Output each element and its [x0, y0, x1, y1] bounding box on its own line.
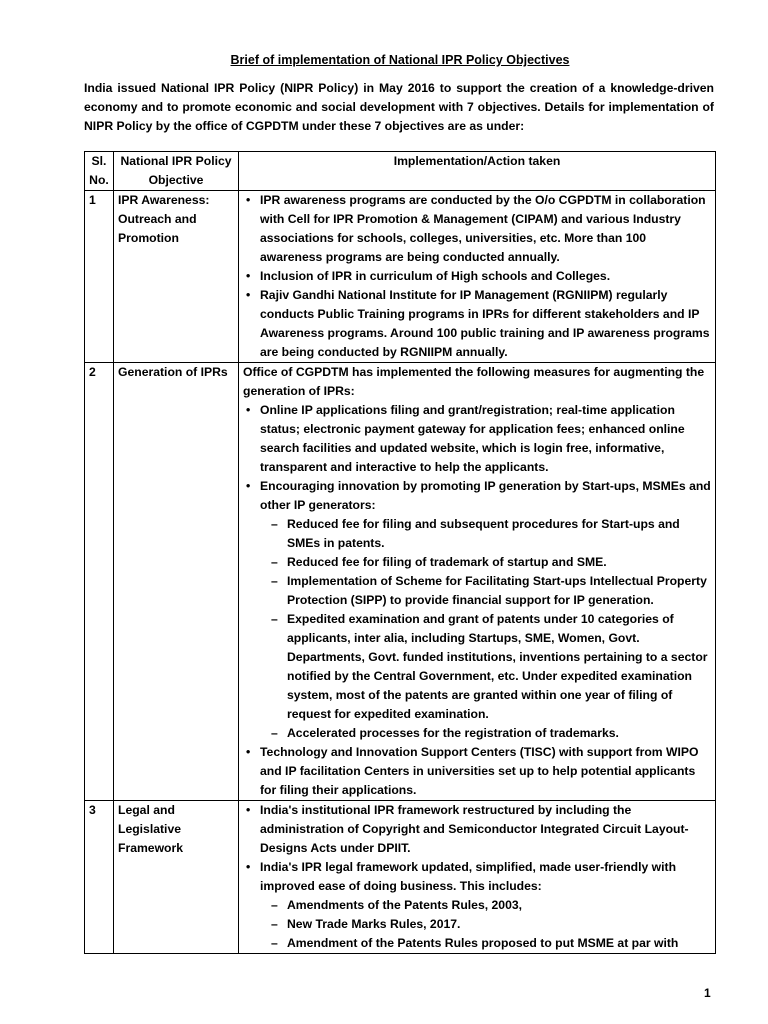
bullet-item: • India's institutional IPR framework restructured by including the administration of Copyright and Semiconductor Integrated Circuit Layout-Designs Acts under DPIIT. — [260, 801, 711, 858]
row-objective: IPR Awareness: Outreach and Promotion — [114, 191, 239, 363]
bullet-text: India's IPR legal framework updated, simplified, made user-friendly with improved ease of doing business. This includes: — [260, 860, 677, 893]
row-actions — [239, 363, 716, 801]
row-objective: Legal and Legislative Framework — [114, 801, 239, 954]
bullet-item: • Rajiv Gandhi National Institute for IP Management (RGNIIPM) regularly conducts Public Training programs in IPRs for different stakeholders and IP Awareness programs. Around 100 public training and IP awareness programs are being conducted by RGNIIPM annually. — [260, 286, 711, 362]
bullet-item: • Technology and Innovation Support Centers (TISC) with support from WIPO and IP facilitation Centers in universities set up to help potential applicants for filing their applications. — [260, 743, 711, 800]
intro-paragraph: India issued National IPR Policy (NIPR Policy) in May 2016 to support the creation of a knowledge-driven economy and to promote economic and social development with 7 objectives. Details for implementation of NIPR Policy by the office of CGPDTM under these 7 objectives are as under: — [84, 81, 714, 133]
sub-item: – Reduced fee for filing and subsequent procedures for Start-ups and SMEs in patents. — [287, 515, 711, 553]
bullet-item — [260, 477, 711, 743]
bullet-item: • Online IP applications filing and grant/registration; real-time application status; electronic payment gateway for application fees; enhanced online search facilities and updated website, which is login free, informative, transparent and interactive to help the applicants. — [260, 401, 711, 477]
row-actions — [239, 801, 716, 954]
table-row — [85, 801, 716, 954]
row-number: 1 — [85, 191, 114, 363]
sub-item: – Reduced fee for filing of trademark of startup and SME. — [287, 553, 711, 572]
sub-item: – New Trade Marks Rules, 2017. — [287, 915, 711, 934]
bullet-text: Encouraging innovation by promoting IP generation by Start-ups, MSMEs and other IP generators: — [260, 479, 711, 512]
bullet-item: • Inclusion of IPR in curriculum of High schools and Colleges. — [260, 267, 711, 286]
row-actions — [239, 191, 716, 363]
sub-item: – Expedited examination and grant of patents under 10 categories of applicants, inter alia, including Startups, SME, Women, Govt. Departments, Govt. funded institutions, inventions pertaining to a sector notified by the Central Government, etc. Under expedited examination system, most of the patents are granted within one year of filing of request for expedited examination. — [287, 610, 711, 724]
implementation-table — [84, 151, 716, 954]
document-title: Brief of implementation of National IPR Policy Objectives — [230, 53, 570, 67]
sub-item: – Amendment of the Patents Rules proposed to put MSME at par with — [287, 934, 711, 953]
row-number: 2 — [85, 363, 114, 801]
table-row — [85, 191, 716, 363]
page-number: 1 — [704, 986, 711, 1000]
header-implementation: Implementation/Action taken — [239, 152, 716, 191]
table-header-row — [85, 152, 716, 191]
bullet-item — [260, 858, 711, 953]
table-row — [85, 363, 716, 801]
row-intro-text: Office of CGPDTM has implemented the following measures for augmenting the generation of IPRs: — [243, 365, 705, 398]
sub-item: – Implementation of Scheme for Facilitating Start-ups Intellectual Property Protection (SIPP) to provide financial support for IP generation. — [287, 572, 711, 610]
header-sl-no: Sl. No. — [85, 152, 114, 191]
bullet-item: • IPR awareness programs are conducted by the O/o CGPDTM in collaboration with Cell for IPR Promotion & Management (CIPAM) and various Industry associations for schools, colleges, universities, etc. More than 100 awareness programs are being conducted annually. — [260, 191, 711, 267]
row-objective: Generation of IPRs — [114, 363, 239, 801]
header-objective: National IPR Policy Objective — [114, 152, 239, 191]
sub-item: – Accelerated processes for the registration of trademarks. — [287, 724, 711, 743]
sub-item: – Amendments of the Patents Rules, 2003, — [287, 896, 711, 915]
row-number: 3 — [85, 801, 114, 954]
